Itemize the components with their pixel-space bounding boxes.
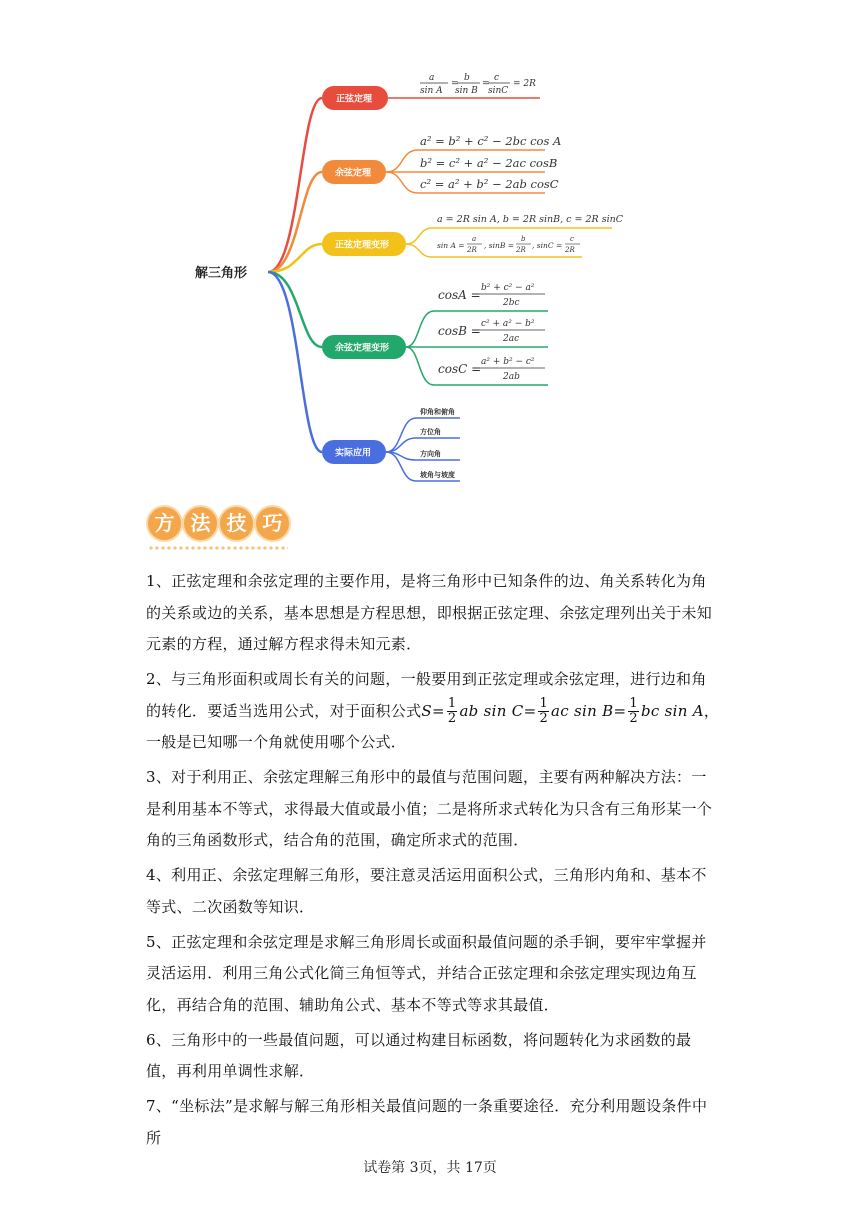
cosine-law-a: a² = b² + c² − 2bc cos A [420, 134, 562, 148]
svg-text:, sinC =: , sinC = [532, 241, 563, 250]
svg-text:b: b [464, 73, 470, 83]
branch-sine-variant [322, 214, 624, 257]
sine-law-formula [420, 73, 536, 96]
svg-text:sin A: sin A [420, 86, 443, 96]
svg-text:= 2R: = 2R [513, 79, 536, 89]
tip-paragraph-4: 4、利用正、余弦定理解三角形，要注意灵活运用面积公式，三角形内角和、基本不等式、二次函数等知识． [146, 866, 707, 916]
cosine-law-c: c² = a² + b² − 2ab cosC [420, 177, 559, 191]
svg-text:2bc: 2bc [503, 298, 520, 308]
tip-paragraph-7: 7、“坐标法”是求解与解三角形相关最值问题的一条重要途径．充分利用题设条件中所 [146, 1097, 708, 1147]
svg-text:c: c [494, 73, 500, 83]
badge-dots [148, 545, 288, 551]
application-elevation-depression: 仰角和俯角 [420, 408, 455, 416]
branch-applications [322, 407, 460, 481]
application-direction: 方向角 [420, 450, 441, 458]
tip-paragraph-5: 5、正弦定理和余弦定理是求解三角形周长或面积最值问题的杀手锏，要牢牢掌握并灵活运用．利用三角公式化简三角恒等式，并结合正弦定理和余弦定理实现边角互化，再结合角的范围、辅助角公式、基本不等式等求其最值． [146, 932, 707, 1014]
cos-a-variant [438, 283, 545, 308]
tip-paragraph-2: 2、与三角形面积或周长有关的问题，一般要用到正弦定理或余弦定理，进行边和角的转化．要适当选用公式，对于面积公式S= $\frac{1}{2}$ ab sin C= $\frac{1}{2}$ ac sin B= $\frac{1}{2}$ bc sin A，一般是已知哪一个角就使用哪个公式． [146, 670, 720, 751]
branch-sine-law [322, 73, 540, 110]
svg-text:2R: 2R [565, 246, 575, 254]
badge-char: 方 [148, 507, 181, 540]
svg-text:sin B: sin B [455, 86, 478, 96]
svg-text:c: c [570, 235, 574, 243]
svg-text:b: b [521, 235, 526, 243]
svg-text:2ac: 2ac [503, 334, 520, 344]
svg-text:余弦定理: 余弦定理 [335, 168, 372, 179]
application-slope: 坡角与坡度 [420, 471, 455, 479]
mindmap-root: 解三角形 [195, 266, 248, 281]
branch-cosine-law [322, 134, 561, 193]
svg-text:cosB =: cosB = [438, 324, 481, 338]
badge-char: 技 [220, 507, 253, 540]
svg-text:=: = [451, 79, 459, 89]
svg-text:b² + c² − a²: b² + c² − a² [481, 283, 535, 293]
svg-text:cosA =: cosA = [438, 288, 481, 302]
svg-text:余弦定理变形: 余弦定理变形 [335, 343, 390, 354]
svg-text:a: a [429, 73, 435, 83]
tip-paragraph-1: 1、正弦定理和余弦定理的主要作用，是将三角形中已知条件的边、角关系转化为角的关系或边的关系，基本思想是方程思想，即根据正弦定理、余弦定理列出关于未知元素的方程，通过解方程求得未知元素． [146, 572, 713, 653]
svg-text:sin A =: sin A = [437, 241, 465, 250]
branch-cosine-variant [322, 283, 548, 385]
svg-text:正弦定理变形: 正弦定理变形 [335, 240, 390, 251]
svg-text:2R: 2R [516, 246, 526, 254]
badge-char: 法 [184, 507, 217, 540]
svg-text:sinC: sinC [488, 86, 509, 96]
tip-paragraph-6: 6、三角形中的一些最值问题，可以通过构建目标函数，将问题转化为求函数的最值，再利用单调性求解． [146, 1030, 692, 1080]
badge-char: 巧 [256, 507, 289, 540]
svg-text:c² + a² − b²: c² + a² − b² [481, 319, 535, 329]
method-tips-text [146, 566, 720, 1158]
page-footer: 试卷第 3页，共 17页 [363, 1160, 497, 1176]
cosine-law-b: b² = c² + a² − 2ac cosB [420, 156, 558, 170]
section-badge [142, 503, 302, 553]
sine-variant-line1: a = 2R sin A, b = 2R sinB, c = 2R sinC [437, 214, 624, 225]
svg-text:2ab: 2ab [503, 372, 520, 382]
mind-map [0, 0, 860, 490]
svg-text:实际应用: 实际应用 [335, 448, 372, 459]
svg-text:2R: 2R [467, 246, 477, 254]
svg-text:, sinB =: , sinB = [484, 241, 515, 250]
application-azimuth: 方位角 [420, 428, 441, 436]
svg-text:=: = [482, 79, 490, 89]
cos-b-variant [438, 319, 545, 344]
tip-paragraph-3: 3、对于利用正、余弦定理解三角形中的最值与范围问题，主要有两种解决方法：一是利用基本不等式，求得最大值或最小值；二是将所求式转化为只含有三角形某一个角的三角函数形式，结合角的范围，确定所求式的范围． [146, 768, 713, 849]
svg-text:cosC =: cosC = [438, 362, 482, 376]
sine-variant-line2 [437, 235, 580, 254]
cos-c-variant [438, 357, 545, 382]
area-formula: S= $\frac{1}{2}$ ab sin C= $\frac{1}{2}$ ac sin B= $\frac{1}{2}$ bc sin A [421, 696, 704, 726]
svg-text:a² + b² − c²: a² + b² − c² [481, 357, 535, 367]
svg-text:正弦定理: 正弦定理 [336, 94, 373, 105]
svg-text:a: a [472, 235, 477, 243]
